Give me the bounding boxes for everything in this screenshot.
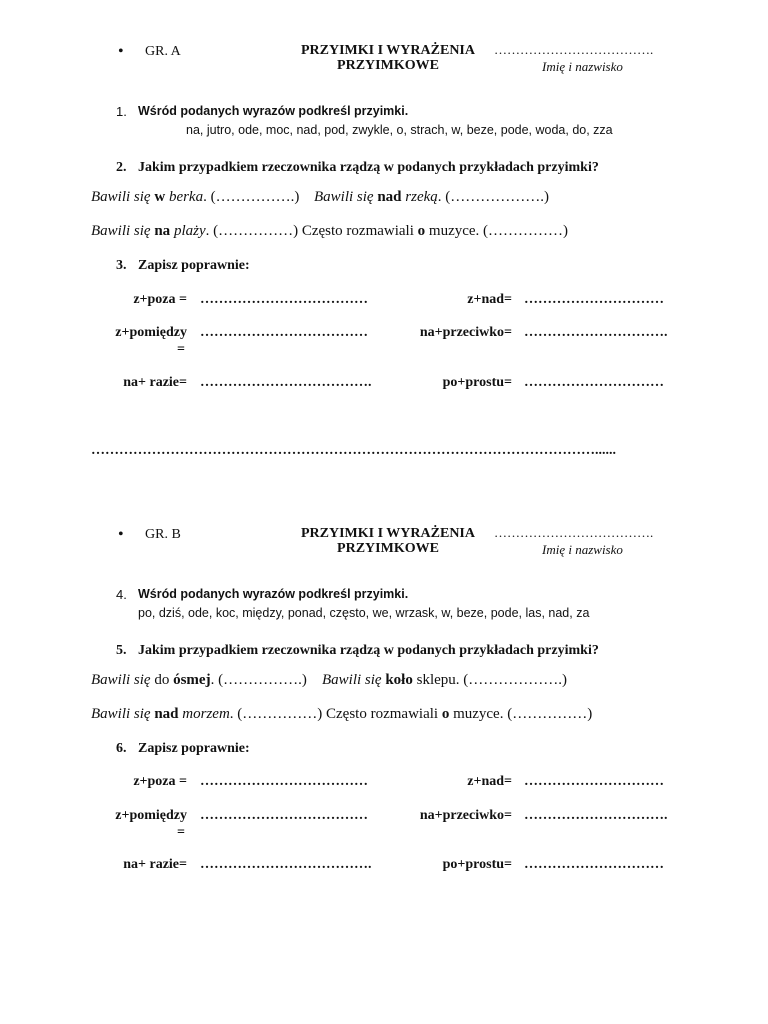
example-subject: Bawili się (322, 672, 382, 688)
example-preposition: nad (150, 706, 183, 722)
example-subject: Bawili się (91, 706, 151, 722)
question-number: 2. (116, 160, 127, 175)
name-label: Imię i nazwisko (542, 59, 623, 74)
example-preposition: nad (373, 189, 406, 205)
compound-label-equals: = (177, 825, 185, 840)
compound-label: z+nad= (467, 292, 512, 307)
separator-dotted-line: ………………………………………………………………………………………………...... (91, 443, 616, 458)
worksheet-title (278, 526, 498, 556)
compound-label: po+prostu= (442, 375, 512, 390)
example-noun: ósmej (173, 672, 211, 688)
answer-line[interactable]: ………………………… (524, 292, 664, 307)
answer-line[interactable]: ……………………………… (200, 808, 368, 823)
title-line-2: PRZYIMKOWE (337, 541, 439, 556)
example-subject: Bawili się (91, 672, 151, 688)
answer-line[interactable]: ………………………… (524, 375, 664, 390)
answer-line[interactable]: ………………………… (524, 857, 664, 872)
answer-blank[interactable]: . (……………) Często rozmawiali (205, 223, 418, 239)
answer-line[interactable]: ……………………………… (200, 774, 368, 789)
answer-blank[interactable]: muzyce. (……………) (425, 223, 569, 239)
title-line-1: PRZYIMKI I WYRAŻENIA (301, 526, 475, 541)
example-noun: rzeką (405, 189, 438, 205)
answer-blank[interactable]: . (……………….) (455, 672, 568, 688)
compound-label: z+poza = (133, 292, 187, 307)
answer-blank[interactable]: . (…………….) (203, 189, 300, 205)
answer-line[interactable]: …………………………. (524, 325, 668, 340)
example-line (91, 189, 299, 206)
question-text: Jakim przypadkiem rzeczownika rządzą w podanych przykładach przyimki? (138, 643, 599, 658)
compound-label: po+prostu= (442, 857, 512, 872)
answer-line[interactable]: ………………………… (524, 774, 664, 789)
compound-label: z+pomiędzy (115, 325, 187, 340)
compound-label: z+nad= (467, 774, 512, 789)
example-preposition: koło (381, 672, 417, 688)
example-line (91, 706, 592, 723)
answer-line[interactable]: ………………………………. (200, 857, 372, 872)
example-preposition: w (150, 189, 169, 205)
answer-blank[interactable]: . (……………) Często rozmawiali (229, 706, 442, 722)
answer-line[interactable]: …………………………. (524, 808, 668, 823)
worksheet-title (278, 43, 498, 73)
question-text: Zapisz poprawnie: (138, 258, 250, 273)
example-line (314, 189, 549, 206)
example-line (322, 672, 567, 689)
example-subject: Bawili się (314, 189, 374, 205)
example-preposition: do (150, 672, 174, 688)
question-number: 5. (116, 643, 127, 658)
title-line-1: PRZYIMKI I WYRAŻENIA (301, 43, 475, 58)
compound-label: na+ razie= (123, 375, 187, 390)
title-line-2: PRZYIMKOWE (337, 58, 439, 73)
example-noun: sklepu (416, 672, 456, 688)
example-preposition: na (150, 223, 174, 239)
example-subject: Bawili się (91, 223, 151, 239)
compound-label: z+pomiędzy (115, 808, 187, 823)
compound-label: z+poza = (133, 774, 187, 789)
example-noun: plaży (173, 223, 206, 239)
example-noun: morzem (182, 706, 230, 722)
word-list: na, jutro, ode, moc, nad, pod, zwykle, o, strach, w, beze, pode, woda, do, zza (186, 123, 613, 137)
example-line (91, 672, 307, 689)
compound-label: na+przeciwko= (419, 325, 512, 340)
group-label: GR. A (145, 44, 181, 59)
answer-blank[interactable]: . (…………….) (210, 672, 307, 688)
answer-line[interactable]: ………………………………. (200, 375, 372, 390)
example-preposition: o (441, 706, 450, 722)
answer-line[interactable]: ……………………………… (200, 292, 368, 307)
question-number: 1. (116, 104, 127, 119)
compound-label-equals: = (177, 342, 185, 357)
question-text: Wśród podanych wyrazów podkreśl przyimki. (138, 104, 409, 118)
answer-line[interactable]: ……………………………… (200, 325, 368, 340)
bullet-icon: • (118, 43, 124, 60)
group-label: GR. B (145, 527, 181, 542)
word-list: po, dziś, ode, koc, między, ponad, często, we, wrzask, w, beze, pode, las, nad, za (138, 606, 590, 620)
name-field[interactable]: ………………………………. (494, 525, 654, 540)
answer-blank[interactable]: . (……………….) (437, 189, 550, 205)
compound-label: na+ razie= (123, 857, 187, 872)
example-preposition: o (417, 223, 426, 239)
name-field[interactable]: ………………………………. (494, 42, 654, 57)
example-noun: berka (168, 189, 204, 205)
answer-blank[interactable]: muzyce. (……………) (449, 706, 593, 722)
question-number: 4. (116, 587, 127, 602)
question-text: Wśród podanych wyrazów podkreśl przyimki. (138, 587, 409, 601)
name-label: Imię i nazwisko (542, 542, 623, 557)
example-subject: Bawili się (91, 189, 151, 205)
question-number: 3. (116, 258, 127, 273)
example-line (91, 223, 568, 240)
compound-label: na+przeciwko= (419, 808, 512, 823)
bullet-icon: • (118, 526, 124, 543)
question-text: Jakim przypadkiem rzeczownika rządzą w podanych przykładach przyimki? (138, 160, 599, 175)
question-number: 6. (116, 741, 127, 756)
question-text: Zapisz poprawnie: (138, 741, 250, 756)
